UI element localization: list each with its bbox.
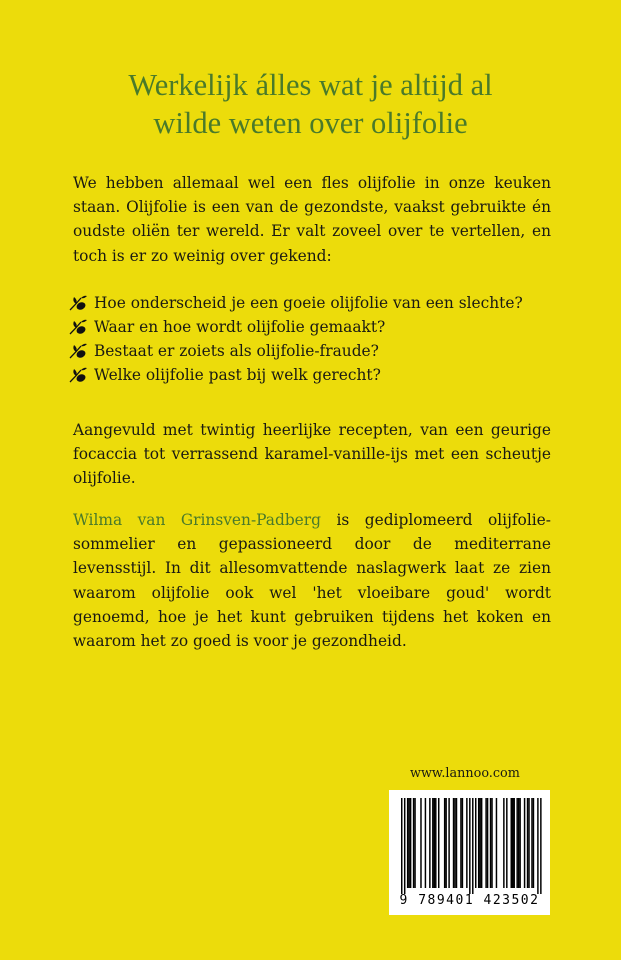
barcode-bar <box>445 798 446 888</box>
barcode-bar <box>434 798 435 888</box>
barcode-bar <box>475 798 476 888</box>
barcode-bar <box>516 798 517 888</box>
barcode-bar <box>519 798 520 888</box>
barcode-bar <box>429 798 430 888</box>
author-name: Wilma van Grinsven-Padberg <box>73 511 322 529</box>
title-line-2: wilde weten over olijfolie <box>153 106 468 140</box>
barcode-bar <box>485 798 486 888</box>
barcode-bars <box>389 790 550 894</box>
barcode-bar <box>469 798 470 894</box>
barcode-bar <box>537 798 538 894</box>
barcode-bar <box>453 798 454 888</box>
barcode-bar <box>414 798 415 888</box>
question-list <box>68 291 568 387</box>
list-item-text: Waar en hoe wordt olijfolie gemaakt? <box>94 318 386 336</box>
list-item <box>68 339 568 363</box>
barcode-bar <box>460 798 461 888</box>
barcode-bar <box>462 798 463 888</box>
recipes-paragraph: Aangevuld met twintig heerlijke recepten, van een geurige focaccia tot verrassend karamel-vanille-ijs met een scheutje olijfolie. <box>73 421 551 488</box>
barcode-bar <box>540 798 541 894</box>
isbn-number: 9 789401 423502 <box>399 893 540 908</box>
barcode-bar <box>533 798 534 888</box>
barcode-bar <box>404 798 405 894</box>
barcode-bar <box>490 798 491 888</box>
barcode-bar <box>491 798 492 888</box>
barcode-bar <box>420 798 421 888</box>
list-item <box>68 315 568 339</box>
barcode-bar <box>448 798 449 888</box>
book-title <box>40 66 581 142</box>
barcode-bar <box>472 798 473 894</box>
barcode-bar <box>432 798 433 888</box>
barcode-bar <box>487 798 488 888</box>
barcode-bar <box>435 798 436 888</box>
barcode-bar <box>518 798 519 888</box>
olive-branch-icon <box>68 317 92 337</box>
list-item-text: Welke olijfolie past bij welk gerecht? <box>94 366 381 384</box>
author-bio: is gediplomeerd olijfolie-sommelier en gepassioneerd door de mediterrane levensstijl. In dit allesomvattende naslagwerk laat ze zien waarom olijfolie ook wel 'het vloeibare goud' wordt genoemd, hoe je het kunt gebruiken tijdens het koken en waarom het zo goed is voor je gezondheid. <box>73 511 551 651</box>
intro-paragraph: We hebben allemaal wel een fles olijfolie in onze keuken staan. Olijfolie is een van de gezondste, vaakst gebruikte én oudste oliën ter wereld. Er valt zoveel over te vertellen, en toch is er zo weinig over gekend: <box>73 174 551 265</box>
barcode-bar <box>531 798 532 888</box>
barcode-bar <box>466 798 467 888</box>
barcode-bar <box>524 798 525 888</box>
barcode-bar <box>478 798 479 888</box>
barcode-bar <box>407 798 408 888</box>
barcode-bar <box>413 798 414 888</box>
barcode-bar <box>425 798 426 888</box>
barcode-bar <box>503 798 504 888</box>
barcode-bar <box>408 798 409 888</box>
title-line-1: Werkelijk álles wat je altijd al <box>128 68 493 102</box>
author-paragraph <box>73 508 551 653</box>
barcode-bar <box>511 798 512 888</box>
publisher-website[interactable]: www.lannoo.com <box>410 766 520 781</box>
barcode <box>389 790 550 915</box>
barcode-bar <box>410 798 411 888</box>
list-item <box>68 363 568 387</box>
barcode-bar <box>479 798 480 888</box>
barcode-bar <box>444 798 445 888</box>
barcode-bar <box>512 798 513 888</box>
barcode-bar <box>438 798 439 888</box>
barcode-bar <box>527 798 528 888</box>
list-item <box>68 291 568 315</box>
barcode-bar <box>481 798 482 888</box>
olive-branch-icon <box>68 341 92 361</box>
barcode-bar <box>496 798 497 888</box>
barcode-bar <box>528 798 529 888</box>
olive-branch-icon <box>68 293 92 313</box>
list-item-text: Hoe onderscheid je een goeie olijfolie van een slechte? <box>94 294 523 312</box>
barcode-bar <box>513 798 514 888</box>
list-item-text: Bestaat er zoiets als olijfolie-fraude? <box>94 342 379 360</box>
barcode-bar <box>506 798 507 888</box>
barcode-bar <box>456 798 457 888</box>
olive-branch-icon <box>68 365 92 385</box>
barcode-bar <box>401 798 402 894</box>
barcode-bar <box>454 798 455 888</box>
